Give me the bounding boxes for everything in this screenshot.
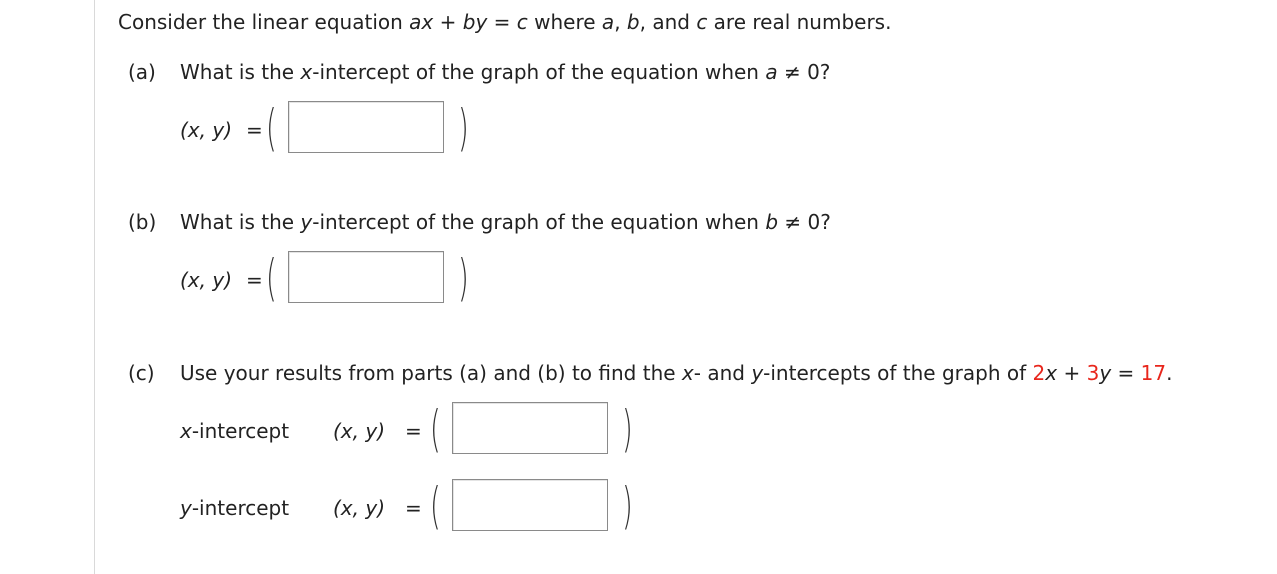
part-c-text-1: Use your results from parts (a) and (b) to find the [180, 361, 682, 385]
x-intercept-open-paren: ( [430, 400, 441, 458]
part-a-text-1: What is the [180, 60, 301, 84]
part-b-xy-label [180, 268, 232, 292]
x-intercept-xy-text: (x, y) [333, 419, 385, 443]
sep-and: , and [639, 10, 697, 34]
y-intercept-answer-input[interactable] [452, 479, 608, 531]
part-c-question [180, 361, 1172, 385]
eq-var-y: y [475, 10, 488, 34]
intro-end: are real numbers. [707, 10, 892, 34]
part-c-eq-coef-x: 2 [1032, 361, 1046, 385]
y-intercept-close-paren: ) [622, 477, 633, 535]
eq-equals: = [487, 10, 517, 34]
part-c-eq-equals: = [1111, 361, 1141, 385]
problem-statement [118, 10, 891, 34]
y-intercept-xy-label [333, 496, 385, 520]
intro-text: Consider the linear equation [118, 10, 410, 34]
x-intercept-text: -intercept [191, 419, 290, 443]
part-b-question [180, 210, 831, 234]
part-b-xy-text: (x, y) [180, 268, 232, 292]
part-a-close-paren: ) [458, 99, 469, 157]
part-b-text-2: -intercept of the graph of the equation when [312, 210, 766, 234]
eq-plus: + [433, 10, 463, 34]
part-a-xy-text: (x, y) [180, 118, 232, 142]
left-margin-rule [94, 0, 95, 574]
part-b-close-paren: ) [458, 249, 469, 307]
y-intercept-var: y [180, 496, 192, 520]
var-c: c [696, 10, 708, 34]
part-c-eq-coef-y: 3 [1086, 361, 1100, 385]
x-intercept-equals: = [405, 419, 422, 443]
eq-var-c: c [516, 10, 528, 34]
part-c-text-3: -intercepts of the graph of [763, 361, 1033, 385]
part-c-var-y: y [751, 361, 764, 385]
y-intercept-equals: = [405, 496, 422, 520]
x-intercept-close-paren: ) [622, 400, 633, 458]
part-b-text-1: What is the [180, 210, 301, 234]
part-a-condition: ≠ 0? [777, 60, 831, 84]
x-intercept-var: x [180, 419, 192, 443]
eq-var-b: b [462, 10, 476, 34]
part-a-text-2: -intercept of the graph of the equation when [312, 60, 766, 84]
y-intercept-open-paren: ( [430, 477, 441, 535]
part-a-var-x: x [300, 60, 313, 84]
part-c-eq-plus: + [1057, 361, 1087, 385]
part-a-question [180, 60, 830, 84]
part-a-equals: = [246, 118, 263, 142]
part-a-label: (a) [128, 60, 156, 84]
part-b-cond-var: b [765, 210, 779, 234]
eq-var-x: x [421, 10, 434, 34]
eq-var-a: a [409, 10, 422, 34]
part-c-label: (c) [128, 361, 155, 385]
y-intercept-xy-text: (x, y) [333, 496, 385, 520]
y-intercept-text: -intercept [191, 496, 290, 520]
part-c-eq-var-y: y [1099, 361, 1112, 385]
part-b-condition: ≠ 0? [778, 210, 831, 234]
part-b-var-y: y [300, 210, 313, 234]
var-a: a [601, 10, 615, 34]
part-a-open-paren: ( [266, 99, 277, 157]
part-c-var-x: x [681, 361, 694, 385]
y-intercept-label [180, 496, 289, 520]
part-a-cond-var: a [765, 60, 778, 84]
part-b-open-paren: ( [266, 249, 277, 307]
intro-where: where [527, 10, 602, 34]
sep-comma-1: , [614, 10, 627, 34]
part-c-period: . [1166, 361, 1173, 385]
part-c-text-2: - and [693, 361, 752, 385]
part-a-xy-label [180, 118, 232, 142]
part-b-answer-input[interactable] [288, 251, 444, 303]
part-b-label: (b) [128, 210, 157, 234]
part-a-answer-input[interactable] [288, 101, 444, 153]
var-b: b [626, 10, 640, 34]
part-b-equals: = [246, 268, 263, 292]
part-c-eq-var-x: x [1045, 361, 1058, 385]
x-intercept-xy-label [333, 419, 385, 443]
x-intercept-label [180, 419, 289, 443]
part-c-eq-rhs: 17 [1140, 361, 1167, 385]
x-intercept-answer-input[interactable] [452, 402, 608, 454]
